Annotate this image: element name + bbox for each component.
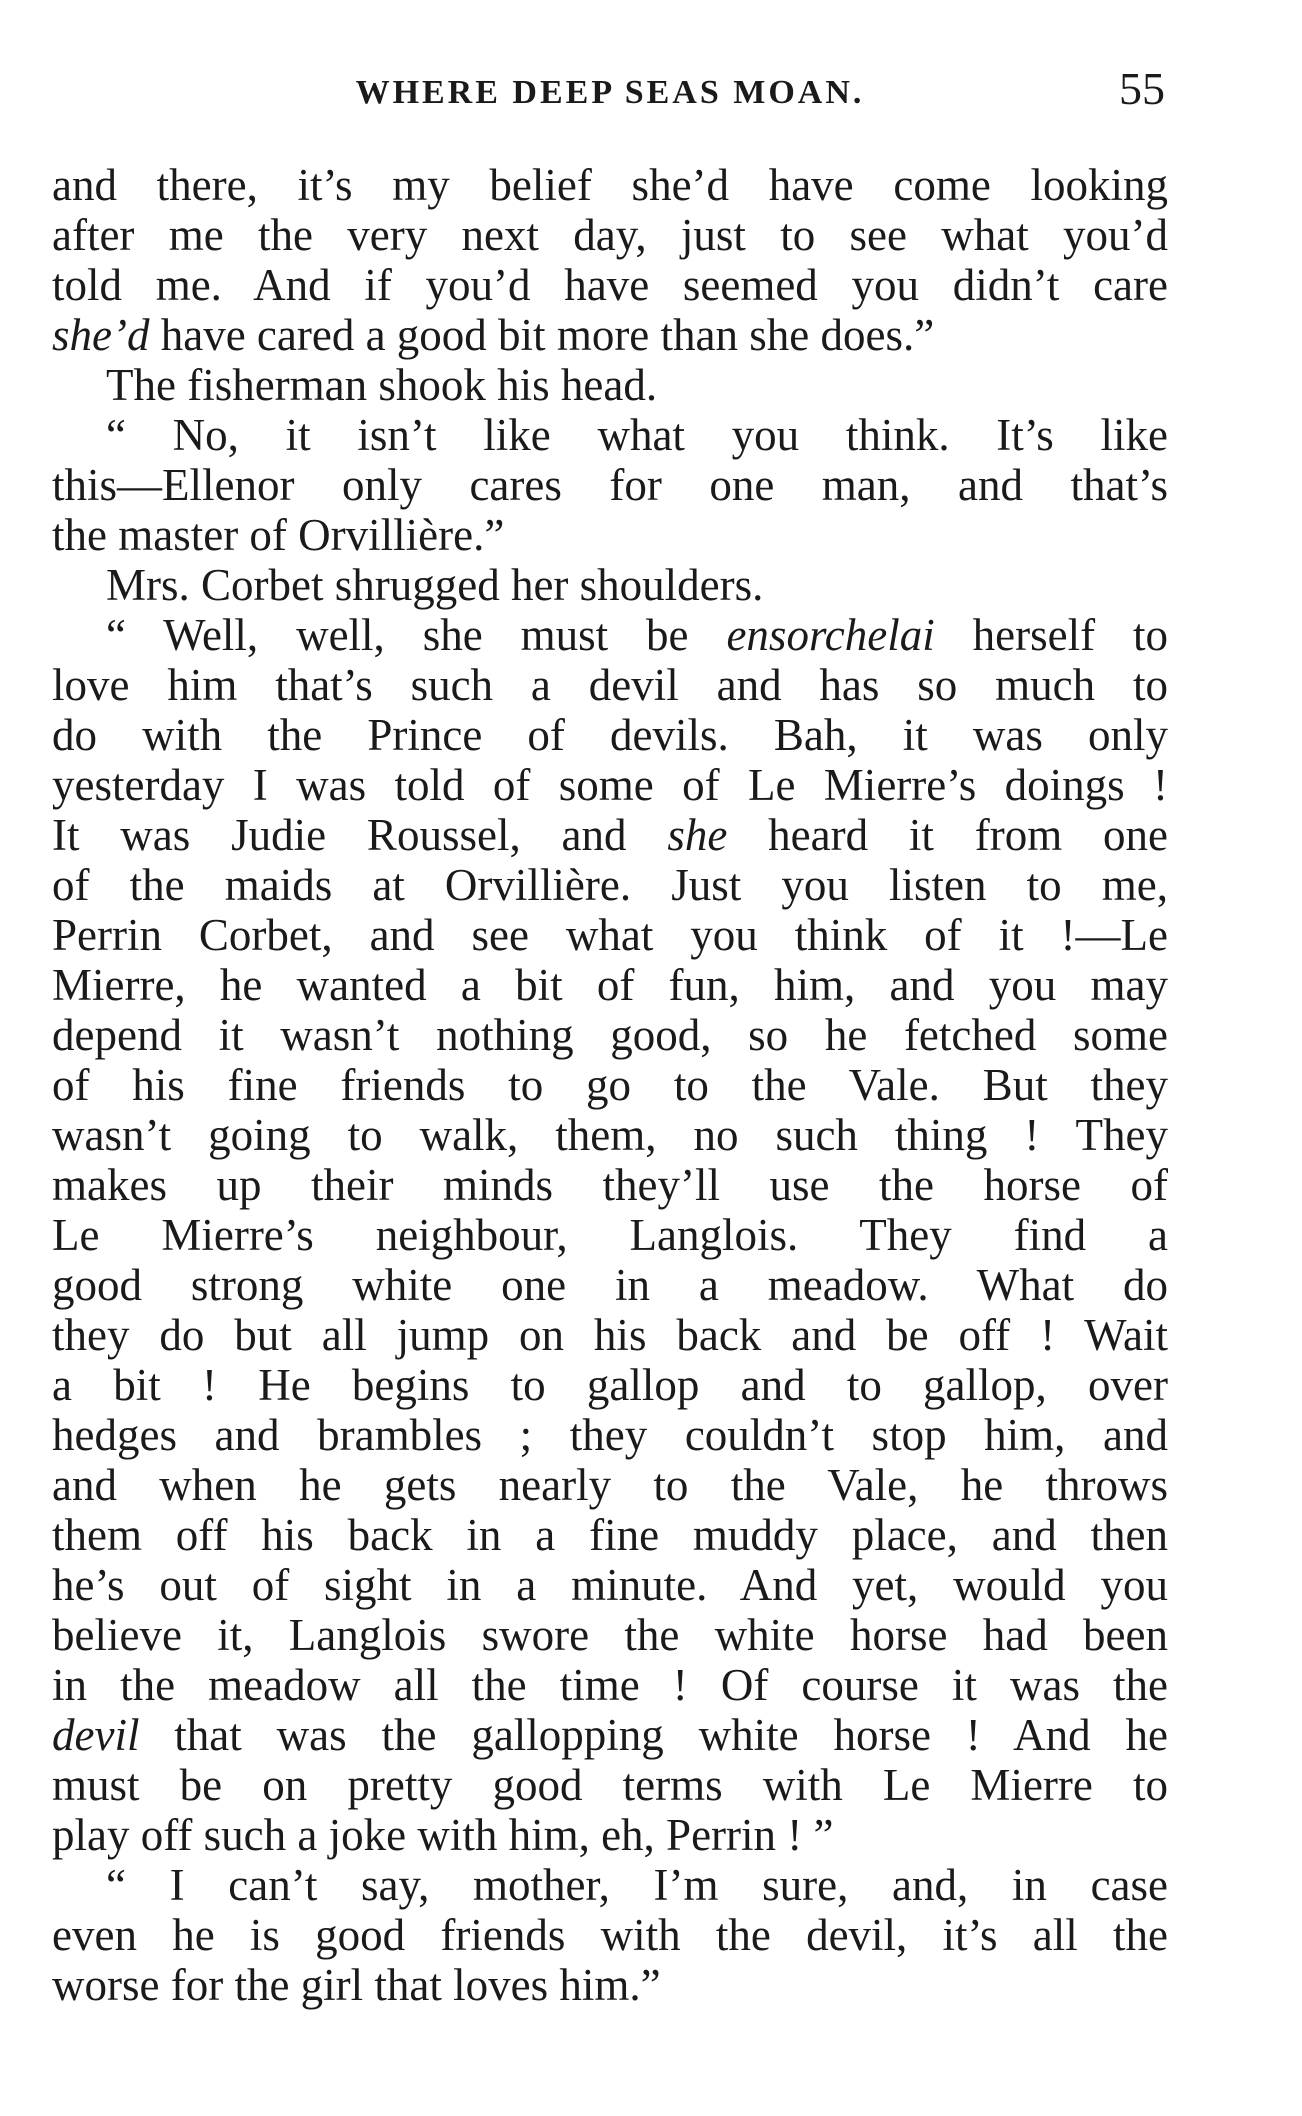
text-line xyxy=(52,910,1168,960)
text-segment: that was the gallopping white horse ! And he xyxy=(139,1710,1168,1760)
text-segment: of his fine friends to go to the Vale. But they xyxy=(52,1060,1168,1110)
italic-text: she xyxy=(667,810,728,860)
text-segment: herself to xyxy=(934,610,1168,660)
text-line xyxy=(52,1860,1168,1910)
text-line xyxy=(52,760,1168,810)
text-segment: of the maids at Orvillière. Just you listen to me, xyxy=(52,860,1168,910)
text-line xyxy=(52,1660,1168,1710)
text-segment: they do but all jump on his back and be off ! Wait xyxy=(52,1310,1168,1360)
running-title: WHERE DEEP SEAS MOAN. xyxy=(355,74,865,111)
text-line xyxy=(52,510,1168,560)
text-line xyxy=(52,260,1168,310)
text-line xyxy=(52,1360,1168,1410)
text-line xyxy=(52,1310,1168,1360)
text-line xyxy=(52,1060,1168,1110)
text-segment: depend it wasn’t nothing good, so he fetched some xyxy=(52,1010,1168,1060)
text-line xyxy=(52,1260,1168,1310)
text-line xyxy=(52,1410,1168,1460)
text-line xyxy=(52,1960,1168,2010)
text-segment: heard it from one xyxy=(727,810,1168,860)
text-line xyxy=(52,1460,1168,1510)
text-segment: Mrs. Corbet shrugged her shoulders. xyxy=(106,560,764,610)
text-segment: he’s out of sight in a minute. And yet, would you xyxy=(52,1560,1168,1610)
text-segment: hedges and brambles ; they couldn’t stop him, and xyxy=(52,1410,1168,1460)
text-line xyxy=(52,1910,1168,1960)
text-line xyxy=(52,1110,1168,1160)
text-line xyxy=(52,160,1168,210)
text-line xyxy=(52,1560,1168,1610)
text-segment: and there, it’s my belief she’d have come looking xyxy=(52,160,1168,210)
text-segment: love him that’s such a devil and has so much to xyxy=(52,660,1168,710)
italic-text: ensorchelai xyxy=(726,610,935,660)
text-line xyxy=(52,360,1168,410)
text-line xyxy=(52,1510,1168,1560)
text-line xyxy=(52,660,1168,710)
text-line xyxy=(52,710,1168,760)
text-segment: believe it, Langlois swore the white horse had been xyxy=(52,1610,1168,1660)
text-segment: do with the Prince of devils. Bah, it was only xyxy=(52,710,1168,760)
text-segment: in the meadow all the time ! Of course it was the xyxy=(52,1660,1168,1710)
text-line xyxy=(52,1010,1168,1060)
text-segment: and when he gets nearly to the Vale, he throws xyxy=(52,1460,1168,1510)
text-line xyxy=(52,460,1168,510)
text-segment: play off such a joke with him, eh, Perrin ! ” xyxy=(52,1810,834,1860)
text-segment: must be on pretty good terms with Le Mierre to xyxy=(52,1760,1168,1810)
text-line xyxy=(52,1710,1168,1760)
text-segment: have cared a good bit more than she does.” xyxy=(149,310,935,360)
page-number: 55 xyxy=(1119,63,1165,114)
text-segment: them off his back in a fine muddy place, and then xyxy=(52,1510,1168,1560)
text-segment: Perrin Corbet, and see what you think of it !—Le xyxy=(52,910,1168,960)
text-line xyxy=(52,610,1168,660)
italic-text: devil xyxy=(52,1710,140,1760)
text-line xyxy=(52,1760,1168,1810)
text-segment: The fisherman shook his head. xyxy=(106,360,658,410)
text-segment: Mierre, he wanted a bit of fun, him, and you may xyxy=(52,960,1168,1010)
text-line xyxy=(52,210,1168,260)
text-segment: a bit ! He begins to gallop and to gallop, over xyxy=(52,1360,1168,1410)
text-line xyxy=(52,560,1168,610)
text-segment: Le Mierre’s neighbour, Langlois. They find a xyxy=(52,1210,1168,1260)
text-segment: It was Judie Roussel, and xyxy=(52,810,668,860)
text-segment: this—Ellenor only cares for one man, and that’s xyxy=(52,460,1168,510)
text-segment: after me the very next day, just to see what you’d xyxy=(52,210,1168,260)
text-segment: good strong white one in a meadow. What do xyxy=(52,1260,1168,1310)
text-line xyxy=(52,310,1168,360)
text-line xyxy=(52,410,1168,460)
text-line xyxy=(52,810,1168,860)
text-segment: worse for the girl that loves him.” xyxy=(52,1960,661,2010)
text-segment: even he is good friends with the devil, it’s all the xyxy=(52,1910,1168,1960)
text-segment: the master of Orvillière.” xyxy=(52,510,505,560)
body-text xyxy=(52,160,1168,2010)
text-line xyxy=(52,1610,1168,1660)
text-line xyxy=(52,1810,1168,1860)
text-line xyxy=(52,860,1168,910)
text-segment: yesterday I was told of some of Le Mierre’s doings ! xyxy=(52,760,1168,810)
text-segment: “ No, it isn’t like what you think. It’s like xyxy=(106,410,1168,460)
text-segment: told me. And if you’d have seemed you didn’t care xyxy=(52,260,1168,310)
text-line xyxy=(52,1210,1168,1260)
text-segment: “ Well, well, she must be xyxy=(106,610,727,660)
text-line xyxy=(52,1160,1168,1210)
text-segment: makes up their minds they’ll use the horse of xyxy=(52,1160,1168,1210)
running-head xyxy=(55,62,1165,122)
text-segment: “ I can’t say, mother, I’m sure, and, in case xyxy=(106,1860,1168,1910)
italic-text: she’d xyxy=(52,310,150,360)
text-segment: wasn’t going to walk, them, no such thing ! They xyxy=(52,1110,1168,1160)
text-line xyxy=(52,960,1168,1010)
